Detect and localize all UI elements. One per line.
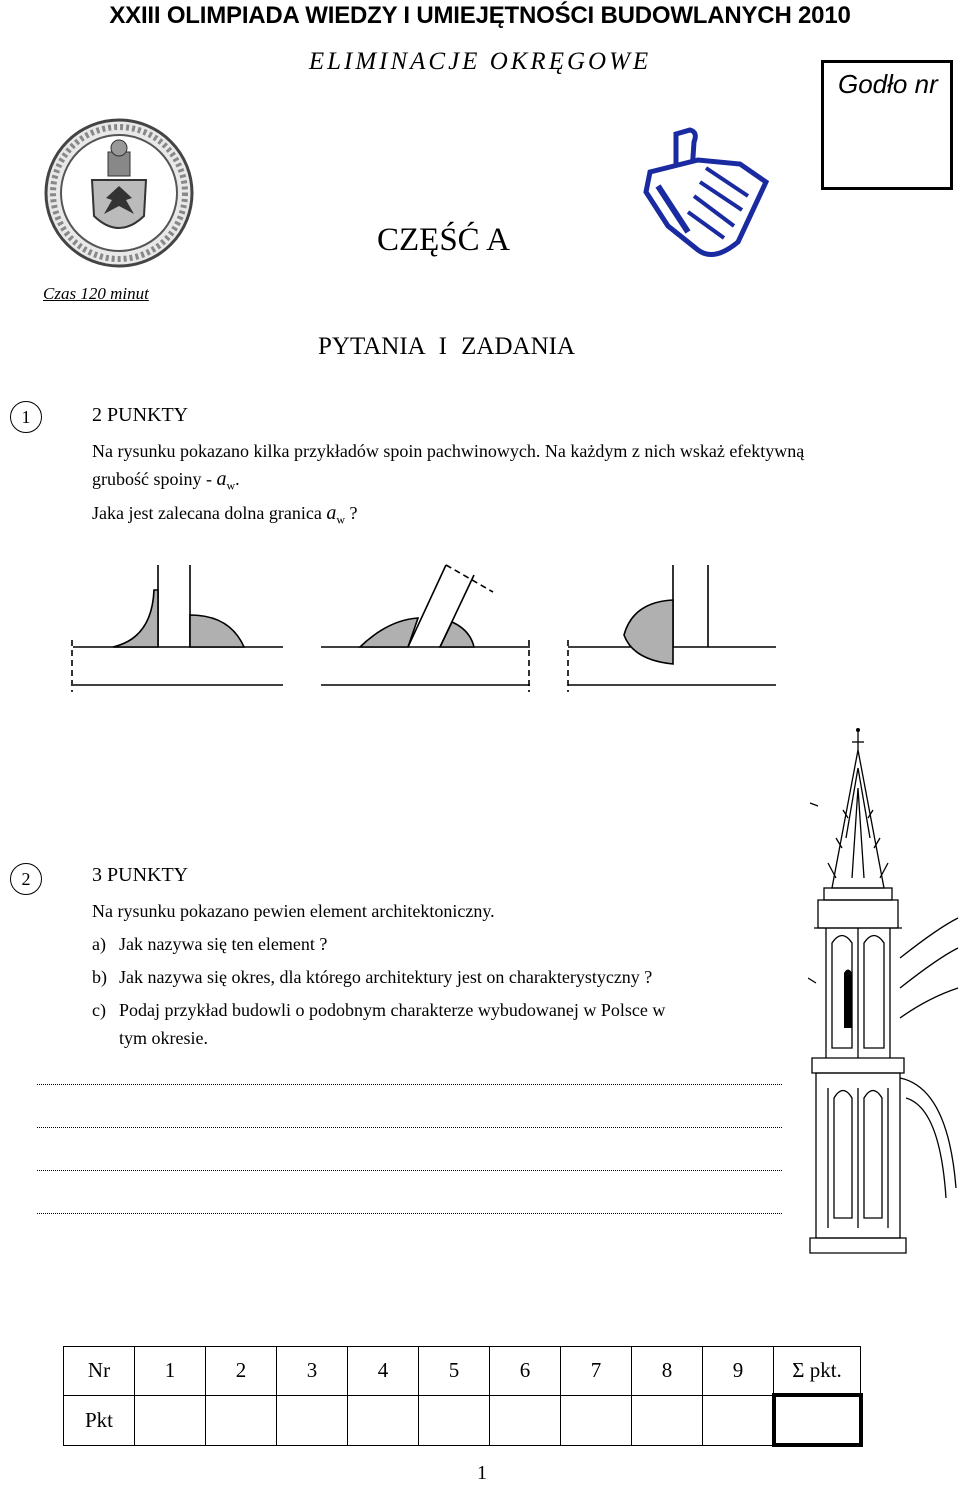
question-1-number: 1: [10, 401, 42, 433]
godlo-box[interactable]: [821, 60, 953, 190]
score-header-cell: 4: [348, 1347, 419, 1396]
score-header-cell: 1: [135, 1347, 206, 1396]
score-header-cell: 7: [561, 1347, 632, 1396]
score-points-cell[interactable]: [490, 1395, 561, 1445]
question-2a-text: Jak nazywa się ten element ?: [119, 934, 328, 954]
score-table-points-row: [64, 1395, 861, 1445]
question-2-number: 2: [10, 863, 42, 895]
olympiad-scroll-logo: [628, 122, 778, 272]
fillet-welds-figure: [68, 560, 780, 700]
score-header-cell: Σ pkt.: [774, 1347, 861, 1396]
score-points-cell[interactable]: [135, 1395, 206, 1445]
answer-line[interactable]: [37, 1083, 782, 1085]
score-header-cell: 9: [703, 1347, 774, 1396]
answer-line[interactable]: [37, 1126, 782, 1128]
question-2b-text: Jak nazywa się okres, dla którego architektury jest on charakterystyczny ?: [119, 967, 653, 987]
question-1-text-line3: Jaka jest zalecana dolna granica $a_w$ ?: [92, 502, 358, 527]
question-2a-label: a): [92, 934, 106, 954]
score-points-label: Pkt: [64, 1395, 135, 1445]
score-header-cell: 3: [277, 1347, 348, 1396]
godlo-label: Godło nr: [838, 69, 938, 99]
score-points-cell[interactable]: [277, 1395, 348, 1445]
answer-line[interactable]: [37, 1212, 782, 1214]
gothic-pinnacle-illustration: [808, 728, 960, 1268]
score-points-cell[interactable]: [703, 1395, 774, 1445]
question-1-points: 2 PUNKTY: [92, 404, 189, 426]
score-table: [63, 1346, 863, 1447]
score-points-cell[interactable]: [348, 1395, 419, 1445]
olympiad-subtitle: ELIMINACJE OKRĘGOWE: [308, 48, 652, 75]
question-1-text-line1: Na rysunku pokazano kilka przykładów spoin pachwinowych. Na każdym z nich wskaż efektywną: [92, 441, 805, 461]
score-header-cell: 6: [490, 1347, 561, 1396]
part-title: CZĘŚĆ A: [377, 222, 510, 258]
university-seal-logo: [40, 118, 198, 273]
answer-line[interactable]: [37, 1169, 782, 1171]
score-header-cell: 5: [419, 1347, 490, 1396]
page-number: 1: [477, 1462, 487, 1484]
score-points-cell[interactable]: [419, 1395, 490, 1445]
score-table-header-row: [64, 1347, 861, 1396]
question-2c-text-line1: Podaj przykład budowli o podobnym charakterze wybudowanej w Polsce w: [119, 1000, 666, 1020]
section-heading: PYTANIA I ZADANIA: [318, 333, 576, 360]
score-total-cell[interactable]: [774, 1395, 861, 1445]
question-2b-label: b): [92, 967, 107, 987]
question-2c-label: c): [92, 1000, 106, 1020]
score-points-cell[interactable]: [206, 1395, 277, 1445]
question-2-intro: Na rysunku pokazano pewien element architektoniczny.: [92, 901, 495, 921]
score-points-cell[interactable]: [561, 1395, 632, 1445]
question-2c-text-line2: tym okresie.: [119, 1028, 208, 1048]
olympiad-title: XXIII OLIMPIADA WIEDZY I UMIEJĘTNOŚCI BUDOWLANYCH 2010: [109, 2, 851, 29]
question-1-text-line2: grubość spoiny - $a_w$.: [92, 468, 240, 493]
score-points-cell[interactable]: [632, 1395, 703, 1445]
score-header-cell: 8: [632, 1347, 703, 1396]
time-limit: Czas 120 minut: [43, 284, 149, 303]
score-header-cell: 2: [206, 1347, 277, 1396]
score-header-cell: Nr: [64, 1347, 135, 1396]
question-2-points: 3 PUNKTY: [92, 864, 189, 886]
